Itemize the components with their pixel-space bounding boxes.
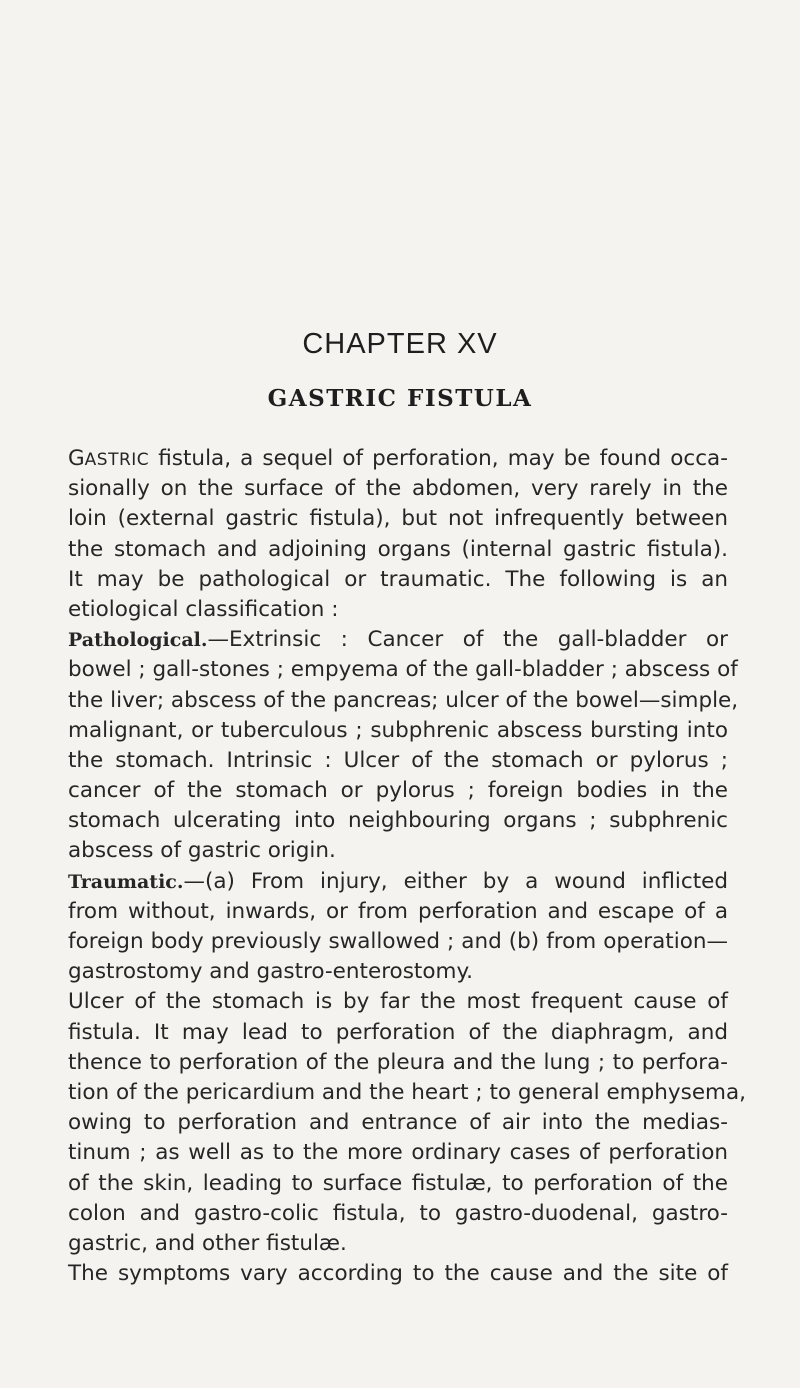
text-line: stomach ulcerating into neighbouring organs ; subphrenic xyxy=(68,808,728,834)
text-line: It may be pathological or traumatic. The following is an xyxy=(68,566,728,592)
text-line: gastrostomy and gastro-enterostomy. xyxy=(68,959,473,985)
text-line: foreign body previously swallowed ; and (b) from operation— xyxy=(68,929,728,954)
text-line: colon and gastro-colic fistula, to gastro-duodenal, gastro- xyxy=(68,1200,728,1226)
body-text xyxy=(68,444,746,1289)
section-head-traumatic: Traumatic. xyxy=(68,870,184,893)
chapter-heading: CHAPTER XV xyxy=(302,328,498,360)
text-line: Ulcer of the stomach is by far the most frequent cause of xyxy=(68,989,728,1015)
text-line: of the skin, leading to surface fistulæ, to perforation of the xyxy=(68,1170,728,1196)
text-line: loin (external gastric fistula), but not infrequently between xyxy=(68,506,728,532)
text-line: the stomach. Intrinsic : Ulcer of the stomach or pylorus ; xyxy=(68,747,728,773)
text-line: the liver; abscess of the pancreas; ulcer of the bowel—simple, xyxy=(68,687,739,713)
drop-cap: G xyxy=(68,446,85,471)
text-line: tion of the pericardium and the heart ; to general emphysema, xyxy=(68,1079,746,1105)
text-line: thence to perforation of the pleura and the lung ; to perfora- xyxy=(68,1049,728,1075)
text-line: tinum ; as well as to the more ordinary cases of perforation xyxy=(68,1140,728,1166)
text-line: gastric, and other fistulæ. xyxy=(68,1230,347,1256)
text-line: Pathological.—Extrinsic : Cancer of the gall-bladder or xyxy=(68,627,728,653)
small-caps-word: ASTRIC xyxy=(84,450,150,470)
text-line: etiological classification : xyxy=(68,596,339,622)
text-line: from without, inwards, or from perforation and escape of a xyxy=(68,898,728,924)
text-line: Traumatic.—(a) From injury, either by a wound inflicted xyxy=(68,868,728,894)
text-line: cancer of the stomach or pylorus ; foreign bodies in the xyxy=(68,778,728,804)
text-line: abscess of gastric origin. xyxy=(68,838,336,864)
text-line: bowel ; gall-stones ; empyema of the gall-bladder ; abscess of xyxy=(68,657,738,683)
section-head-pathological: Pathological. xyxy=(68,629,208,652)
chapter-title: GASTRIC FISTULA xyxy=(267,385,533,412)
text-line: the stomach and adjoining organs (internal gastric fistula). xyxy=(68,536,728,562)
text-line: The symptoms vary according to the cause and the site of xyxy=(68,1261,728,1287)
text-line: fistula. It may lead to perforation of the diaphragm, and xyxy=(68,1019,728,1045)
text-line: sionally on the surface of the abdomen, very rarely in the xyxy=(68,476,728,502)
text-line: malignant, or tuberculous ; subphrenic abscess bursting into xyxy=(68,717,728,743)
text-line: owing to perforation and entrance of air into the medias- xyxy=(68,1110,728,1136)
text-line: GASTRIC fistula, a sequel of perforation, may be found occa- xyxy=(68,446,728,471)
